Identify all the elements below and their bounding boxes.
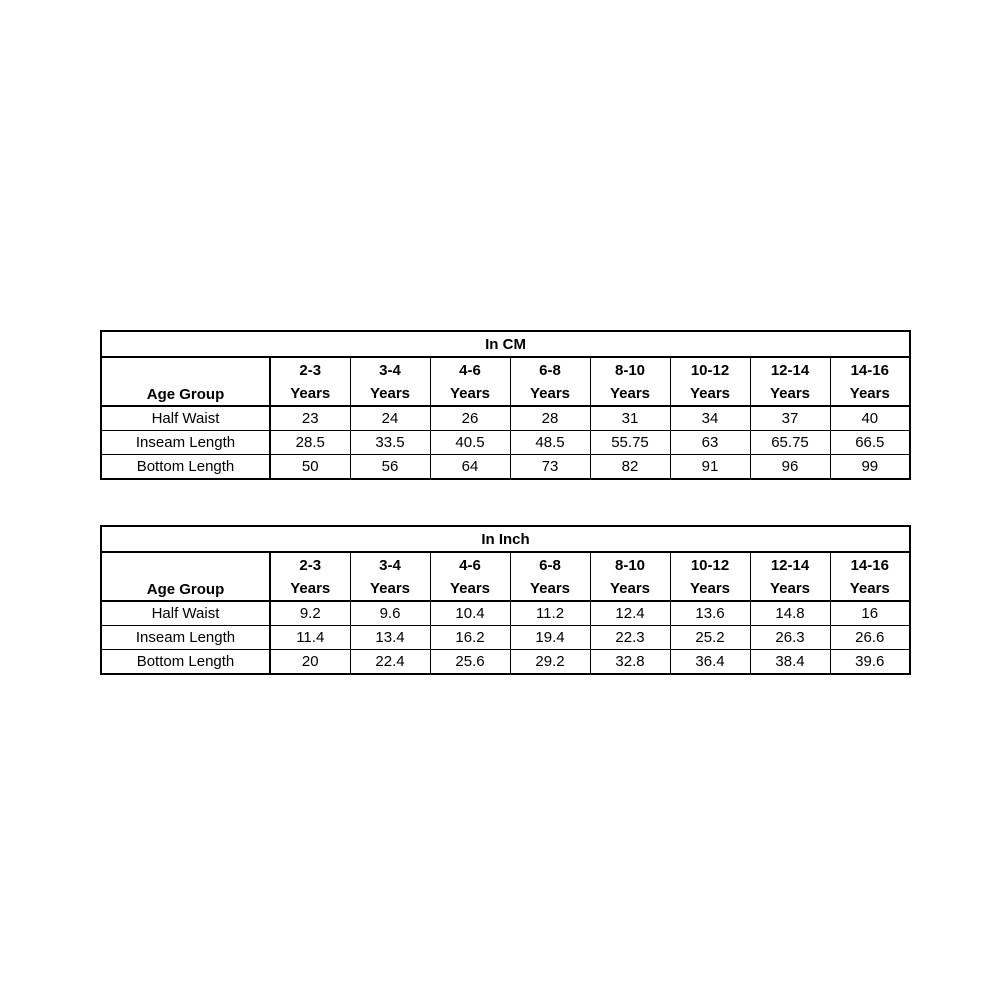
age-range-header <box>270 552 350 601</box>
age-range-header <box>430 552 510 601</box>
age-range-label: 6-8 <box>539 361 561 379</box>
age-unit-label: Years <box>369 384 411 402</box>
age-range-header <box>510 357 590 406</box>
measurement-value: 25.2 <box>670 626 750 650</box>
age-range-header <box>670 357 750 406</box>
measurement-value: 96 <box>750 455 830 480</box>
measurement-value: 22.3 <box>590 626 670 650</box>
table-title-row <box>101 526 910 552</box>
measurement-value: 50 <box>270 455 350 480</box>
age-range-label: 8-10 <box>614 361 646 379</box>
age-group-header: Age Group <box>101 357 270 406</box>
measurement-value: 10.4 <box>430 601 510 626</box>
age-range-header <box>590 357 670 406</box>
measurement-value: 65.75 <box>750 431 830 455</box>
age-range-header <box>670 552 750 601</box>
measurement-value: 48.5 <box>510 431 590 455</box>
age-unit-label: Years <box>689 579 731 597</box>
age-range-header <box>830 552 910 601</box>
measurement-value: 82 <box>590 455 670 480</box>
measurement-value: 31 <box>590 406 670 431</box>
age-range-label: 12-14 <box>770 556 810 574</box>
measurement-value: 39.6 <box>830 650 910 675</box>
age-range-label: 4-6 <box>459 556 481 574</box>
age-range-header <box>750 357 830 406</box>
age-unit-label: Years <box>769 384 811 402</box>
age-range-header <box>590 552 670 601</box>
age-range-label: 12-14 <box>770 361 810 379</box>
table-header-row <box>101 357 910 406</box>
table-row <box>101 431 910 455</box>
age-range-label: 2-3 <box>299 556 322 574</box>
age-unit-label: Years <box>290 579 331 597</box>
measurement-label: Bottom Length <box>101 455 270 480</box>
measurement-value: 34 <box>670 406 750 431</box>
age-unit-label: Years <box>849 384 890 402</box>
table-title: In CM <box>101 331 910 357</box>
age-range-header <box>270 357 350 406</box>
measurement-value: 36.4 <box>670 650 750 675</box>
measurement-value: 14.8 <box>750 601 830 626</box>
size-chart-cm-table <box>100 330 911 480</box>
age-unit-label: Years <box>449 579 491 597</box>
age-range-header <box>350 552 430 601</box>
measurement-value: 11.4 <box>270 626 350 650</box>
age-range-header <box>830 357 910 406</box>
age-range-label: 10-12 <box>690 361 730 379</box>
measurement-value: 9.2 <box>270 601 350 626</box>
measurement-value: 55.75 <box>590 431 670 455</box>
measurement-value: 22.4 <box>350 650 430 675</box>
age-unit-label: Years <box>769 579 811 597</box>
table-row <box>101 406 910 431</box>
measurement-value: 12.4 <box>590 601 670 626</box>
measurement-value: 13.4 <box>350 626 430 650</box>
measurement-value: 38.4 <box>750 650 830 675</box>
measurement-value: 19.4 <box>510 626 590 650</box>
measurement-value: 24 <box>350 406 430 431</box>
measurement-value: 26 <box>430 406 510 431</box>
age-range-label: 10-12 <box>690 556 730 574</box>
measurement-value: 32.8 <box>590 650 670 675</box>
age-unit-label: Years <box>290 384 331 402</box>
measurement-value: 33.5 <box>350 431 430 455</box>
age-unit-label: Years <box>529 384 571 402</box>
measurement-value: 99 <box>830 455 910 480</box>
measurement-value: 56 <box>350 455 430 480</box>
measurement-value: 20 <box>270 650 350 675</box>
measurement-value: 64 <box>430 455 510 480</box>
table-title: In Inch <box>101 526 910 552</box>
age-range-label: 8-10 <box>614 556 646 574</box>
table-body <box>101 526 910 674</box>
measurement-value: 25.6 <box>430 650 510 675</box>
age-range-header <box>350 357 430 406</box>
measurement-value: 29.2 <box>510 650 590 675</box>
table-title-row <box>101 331 910 357</box>
age-range-label: 14-16 <box>850 556 889 574</box>
age-unit-label: Years <box>529 579 571 597</box>
measurement-value: 13.6 <box>670 601 750 626</box>
measurement-value: 40 <box>830 406 910 431</box>
age-range-header <box>430 357 510 406</box>
measurement-label: Bottom Length <box>101 650 270 675</box>
age-range-header <box>750 552 830 601</box>
table-row <box>101 601 910 626</box>
age-unit-label: Years <box>449 384 491 402</box>
table-row <box>101 650 910 675</box>
size-chart-inch-table <box>100 525 911 675</box>
measurement-value: 28 <box>510 406 590 431</box>
measurement-value: 66.5 <box>830 431 910 455</box>
age-unit-label: Years <box>609 384 651 402</box>
age-range-header <box>510 552 590 601</box>
measurement-value: 26.3 <box>750 626 830 650</box>
age-unit-label: Years <box>849 579 890 597</box>
measurement-label: Half Waist <box>101 601 270 626</box>
measurement-value: 11.2 <box>510 601 590 626</box>
measurement-value: 16 <box>830 601 910 626</box>
measurement-value: 40.5 <box>430 431 510 455</box>
age-group-header: Age Group <box>101 552 270 601</box>
table-row <box>101 626 910 650</box>
age-range-label: 3-4 <box>379 556 401 574</box>
age-range-label: 4-6 <box>459 361 481 379</box>
age-unit-label: Years <box>689 384 731 402</box>
age-range-label: 6-8 <box>539 556 561 574</box>
table-header-row <box>101 552 910 601</box>
measurement-value: 63 <box>670 431 750 455</box>
measurement-value: 16.2 <box>430 626 510 650</box>
measurement-value: 23 <box>270 406 350 431</box>
table-row <box>101 455 910 480</box>
measurement-label: Inseam Length <box>101 431 270 455</box>
measurement-value: 28.5 <box>270 431 350 455</box>
measurement-value: 26.6 <box>830 626 910 650</box>
age-unit-label: Years <box>609 579 651 597</box>
measurement-label: Half Waist <box>101 406 270 431</box>
age-range-label: 14-16 <box>850 361 889 379</box>
age-unit-label: Years <box>369 579 411 597</box>
measurement-value: 73 <box>510 455 590 480</box>
age-range-label: 2-3 <box>299 361 322 379</box>
measurement-label: Inseam Length <box>101 626 270 650</box>
table-body <box>101 331 910 479</box>
measurement-value: 91 <box>670 455 750 480</box>
measurement-value: 9.6 <box>350 601 430 626</box>
age-range-label: 3-4 <box>379 361 401 379</box>
measurement-value: 37 <box>750 406 830 431</box>
